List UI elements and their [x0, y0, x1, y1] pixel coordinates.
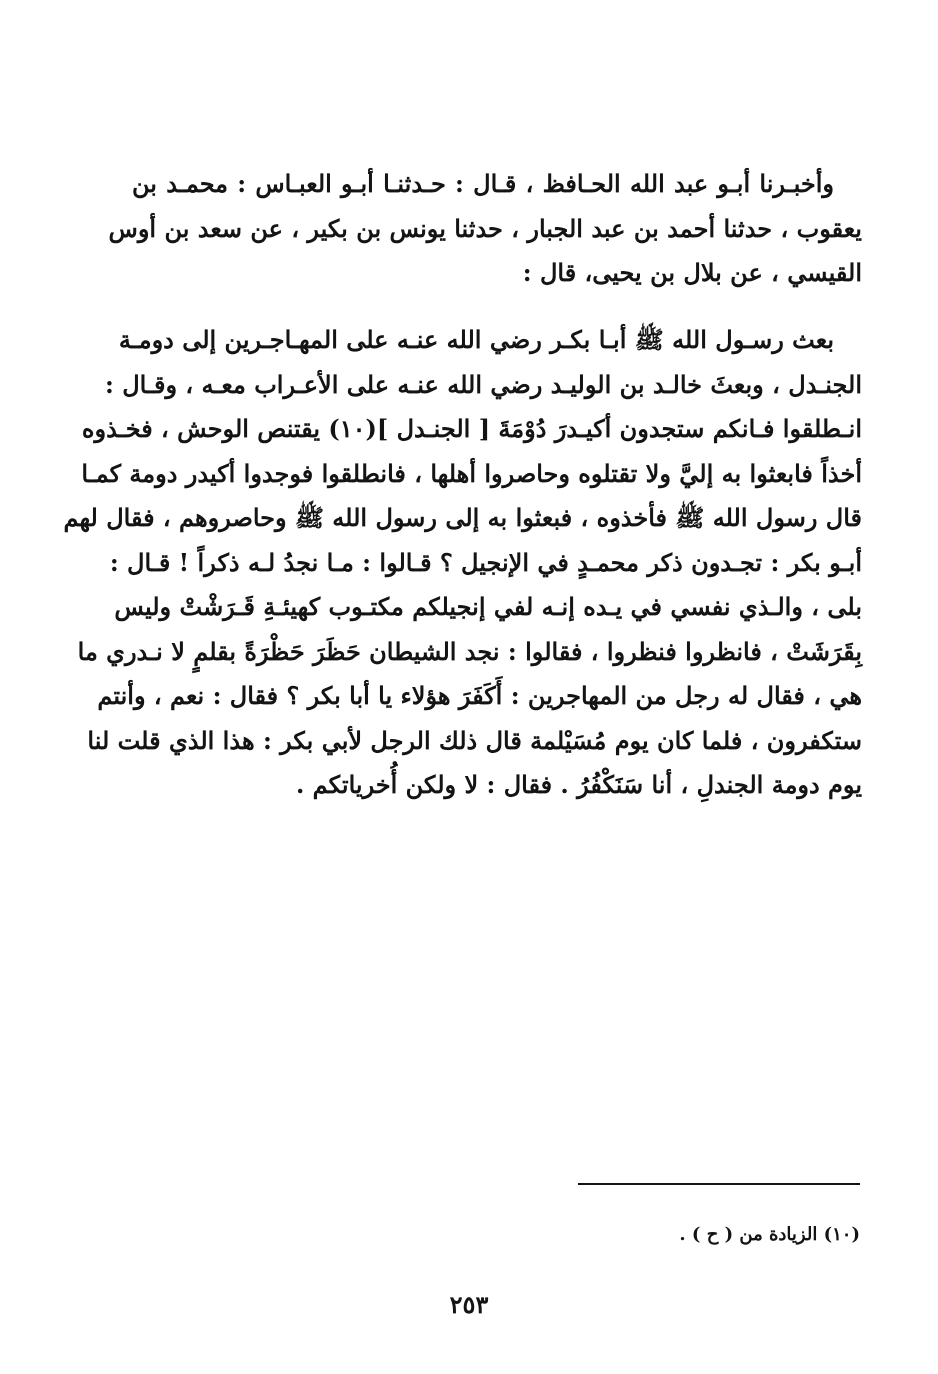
page-number: ٢٥٣	[449, 1290, 489, 1319]
text-line: الجنـدل ، وبعثَ خالـد بن الوليـد رضي الله عنـه على الأعـراب معـه ، وقـال :	[104, 369, 862, 399]
text-line: أبـو بكر : تجـدون ذكر محمـدٍ في الإنجيل ؟ قـالوا : مـا نجدُ لـه ذكراً ! قـال :	[109, 547, 862, 577]
text-line: وأخبـرنا أبـو عبد الله الحـافظ ، قـال : حـدثنـا أبـو العبـاس : محمـد بن	[132, 169, 834, 198]
text-line: يعقوب ، حدثنا أحمد بن عبد الجبار ، حدثنا يونس بن بكير ، عن سعد بن أوس	[108, 213, 862, 243]
text-line: بعث رسـول الله ﷺ أبـا بكـر رضي الله عنـه على المهـاجـرين إلى دومـة	[118, 325, 834, 354]
text-line: أخذاً فابعثوا به إليَّ ولا تقتلوه وحاصروا أهلها ، فانطلقوا فوجدوا أكيدر دومة كمـا	[81, 458, 862, 488]
text-line: ستكفرون ، فلما كان يوم مُسَيْلمة قال ذلك الرجل لأبي بكر : هذا الذي قلت لنا	[87, 725, 862, 755]
text-line: بلى ، والـذي نفسي في يـده إنـه لفي إنجيلكم مكتـوب كهيئـةِ قَـرَشْتْ وليس	[114, 592, 862, 621]
isnad-paragraph	[108, 162, 862, 296]
text-line: هي ، فقال له رجل من المهاجرين : أَكَفَرَ هؤلاء يا أبا بكر ؟ فقال : نعم ، وأنتم	[97, 681, 862, 710]
text-line: يوم دومة الجندلِ ، أنا سَنَكْفُرُ . فقال : لا ولكن أُخرياتكم .	[295, 770, 862, 799]
narration-paragraph	[63, 318, 862, 808]
text-line: قال رسول الله ﷺ فأخذوه ، فبعثوا به إلى رسول الله ﷺ وحاصروهم ، فقال لهم	[63, 503, 862, 532]
text-line: القيسي ، عن بلال بن يحيى، قال :	[522, 258, 862, 287]
text-line: انـطلقوا فـانكم ستجدون أكيـدرَ دُوْمَةَ [ الجنـدل ](١٠) يقتنص الوحش ، فخـذوه	[81, 414, 862, 443]
footnote: (١٠) الزيادة من ( ح ) .	[679, 1224, 860, 1245]
text-line: بِقَرَشَتْ ، فانظروا فنظروا ، فقالوا : نجد الشيطان حَظَرَ حَظْرَةً بقلمٍ لا نـدري ما	[77, 636, 862, 666]
footnote-divider	[578, 1183, 860, 1185]
